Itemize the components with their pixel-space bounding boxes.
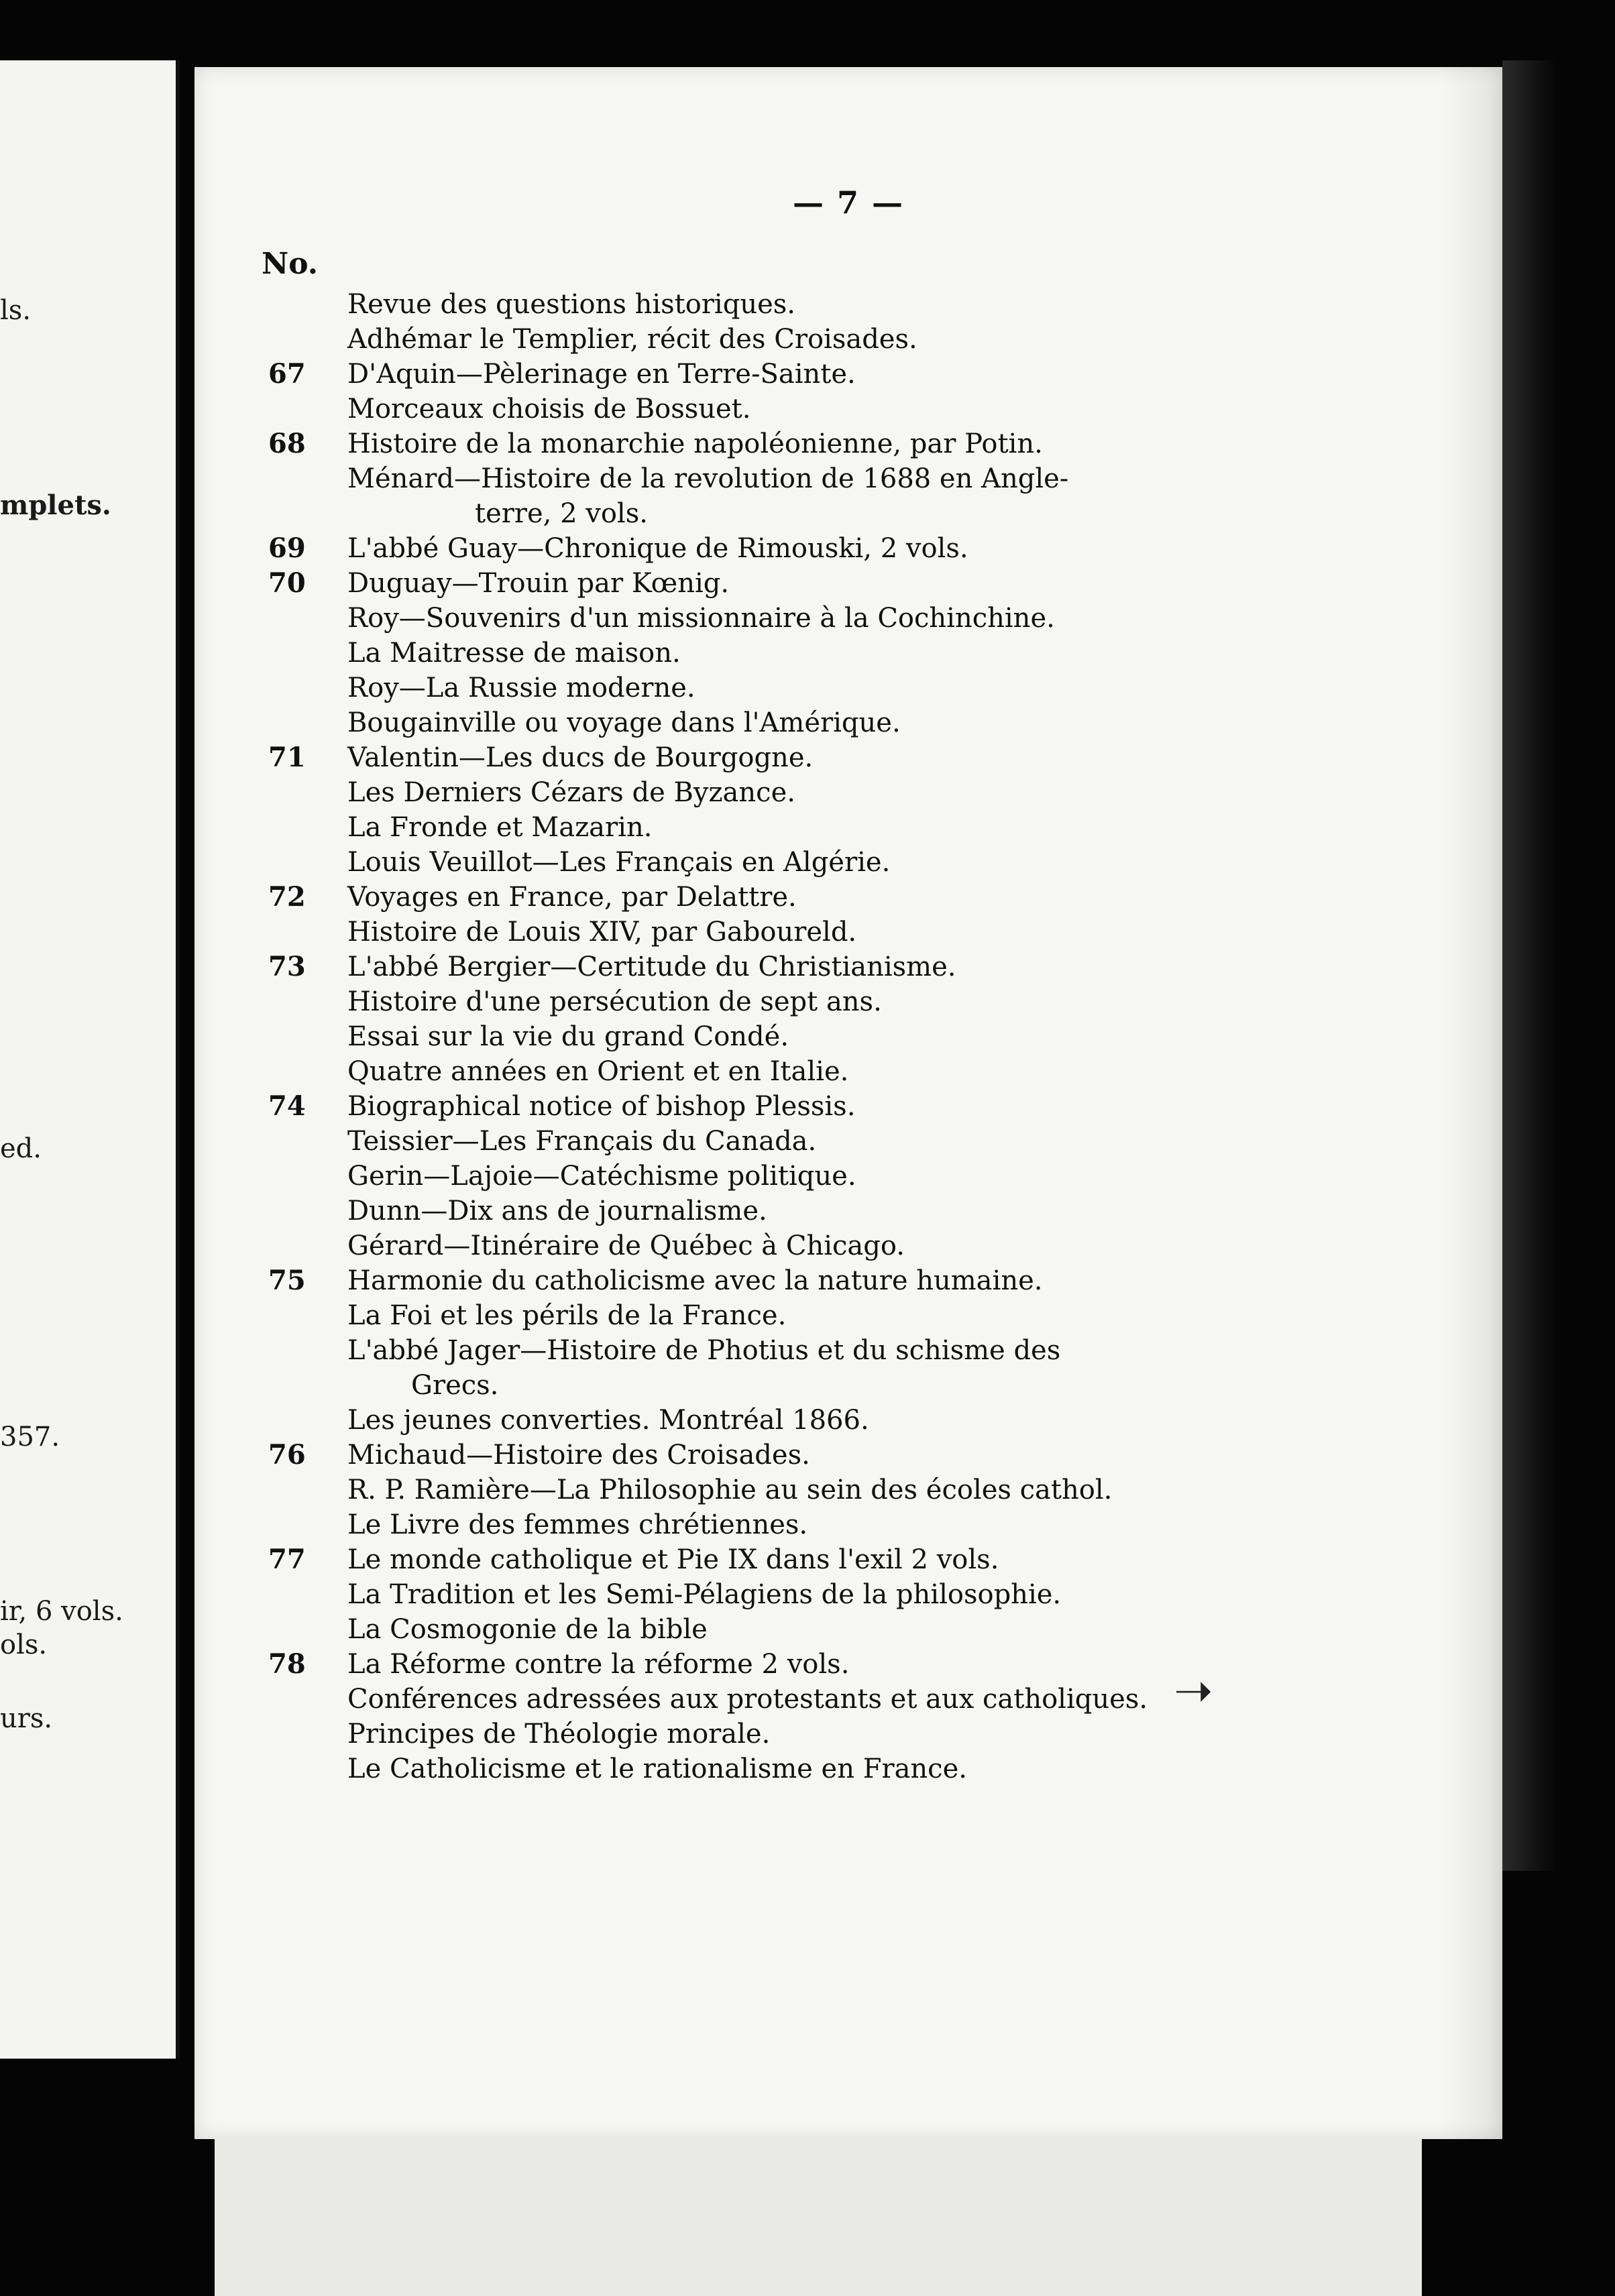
left-page-text: urs. bbox=[0, 1703, 53, 1734]
entry-title-text: Les Derniers Cézars de Byzance. bbox=[347, 777, 795, 808]
underlying-page-strip bbox=[215, 2112, 1422, 2296]
entry-title bbox=[347, 1054, 1394, 1089]
entry-number: 76 bbox=[268, 1439, 306, 1471]
entry-title bbox=[347, 1333, 1394, 1403]
entry-title bbox=[347, 1438, 1394, 1473]
entry-title-continuation: terre, 2 vols. bbox=[475, 498, 648, 529]
entry-title bbox=[347, 357, 1394, 392]
entry-number: 75 bbox=[268, 1265, 306, 1296]
left-page-text: ir, 6 vols. bbox=[0, 1596, 123, 1627]
entry-title-text: La Foi et les périls de la France. bbox=[347, 1300, 787, 1331]
entry-number: 77 bbox=[268, 1544, 306, 1575]
entry-title-text: Louis Veuillot—Les Français en Algérie. bbox=[347, 847, 891, 878]
entry-title-text: Gerin—Lajoie—Catéchisme politique. bbox=[347, 1161, 856, 1192]
entry-title bbox=[347, 1228, 1394, 1263]
entry-title-text: Revue des questions historiques. bbox=[347, 289, 796, 320]
entry-title bbox=[347, 1473, 1394, 1507]
entry-title bbox=[347, 671, 1394, 705]
catalogue-entry bbox=[194, 636, 1502, 671]
entry-title bbox=[347, 1612, 1394, 1647]
left-page-text: mplets. bbox=[0, 490, 111, 521]
entry-title bbox=[347, 1298, 1394, 1333]
catalogue-entry bbox=[194, 1647, 1502, 1682]
entry-title-text: Duguay—Trouin par Kœnig. bbox=[347, 568, 730, 599]
catalogue-entry bbox=[194, 880, 1502, 915]
catalogue-entry bbox=[194, 1333, 1502, 1403]
entry-title-text: Essai sur la vie du grand Condé. bbox=[347, 1021, 789, 1052]
entry-title bbox=[347, 950, 1394, 984]
handwritten-arrow-mark: ➝ bbox=[1174, 1663, 1213, 1718]
catalogue-entry bbox=[194, 601, 1502, 636]
entry-title bbox=[347, 1089, 1394, 1124]
entry-title-text: Michaud—Histoire des Croisades. bbox=[347, 1440, 810, 1471]
catalogue-entry bbox=[194, 845, 1502, 880]
entry-title bbox=[347, 915, 1394, 950]
catalogue-entry bbox=[194, 1019, 1502, 1054]
left-page-fragment bbox=[0, 60, 180, 2059]
entry-title-continuation: Grecs. bbox=[411, 1370, 499, 1401]
entry-title bbox=[347, 810, 1394, 845]
entry-title bbox=[347, 775, 1394, 810]
entry-title-text: Biographical notice of bishop Plessis. bbox=[347, 1091, 856, 1122]
entry-title bbox=[347, 740, 1394, 775]
catalogue-entry bbox=[194, 915, 1502, 950]
entry-title-text: Morceaux choisis de Bossuet. bbox=[347, 394, 751, 424]
entry-number: 71 bbox=[268, 742, 306, 773]
catalogue-entry bbox=[194, 1717, 1502, 1752]
entry-title-text: Roy—Souvenirs d'un missionnaire à la Cochinchine. bbox=[347, 603, 1055, 634]
entry-title-text: Dunn—Dix ans de journalisme. bbox=[347, 1196, 767, 1226]
entry-number: 70 bbox=[268, 567, 306, 599]
entry-title-text: Histoire d'une persécution de sept ans. bbox=[347, 986, 882, 1017]
catalogue-entry bbox=[194, 671, 1502, 705]
entry-title-text: Conférences adressées aux protestants et aux catholiques. bbox=[347, 1684, 1148, 1715]
entry-title-text: L'abbé Bergier—Certitude du Christianisme. bbox=[347, 952, 956, 982]
entry-title bbox=[347, 392, 1394, 426]
catalogue-entry bbox=[194, 1507, 1502, 1542]
catalogue-entry bbox=[194, 426, 1502, 461]
entry-title-text: Histoire de la monarchie napoléonienne, par Potin. bbox=[347, 428, 1043, 459]
catalogue-entry bbox=[194, 1577, 1502, 1612]
entry-title bbox=[347, 1542, 1394, 1577]
column-header-no: No. bbox=[262, 247, 319, 281]
entry-title bbox=[347, 566, 1394, 601]
entry-title-text: La Fronde et Mazarin. bbox=[347, 812, 653, 843]
entry-title bbox=[347, 845, 1394, 880]
left-page-text: ls. bbox=[0, 295, 32, 326]
catalogue-entry bbox=[194, 461, 1502, 531]
catalogue-entry bbox=[194, 1298, 1502, 1333]
entry-title-text: L'abbé Jager—Histoire de Photius et du schisme des bbox=[347, 1335, 1061, 1366]
entry-title bbox=[347, 1403, 1394, 1438]
catalogue-entry bbox=[194, 1054, 1502, 1089]
entry-title-text: L'abbé Guay—Chronique de Rimouski, 2 vols. bbox=[347, 533, 968, 564]
entry-title bbox=[347, 426, 1394, 461]
page-edge-shadow bbox=[1502, 60, 1556, 1871]
entry-title-text: Ménard—Histoire de la revolution de 1688 en Angle- bbox=[347, 463, 1069, 494]
entry-title-text: Adhémar le Templier, récit des Croisades. bbox=[347, 324, 917, 355]
entry-title bbox=[347, 1752, 1394, 1786]
catalogue-entry bbox=[194, 1089, 1502, 1124]
catalogue-entry bbox=[194, 1124, 1502, 1159]
entry-title bbox=[347, 705, 1394, 740]
catalogue-entry bbox=[194, 1159, 1502, 1194]
entry-title-text: La Réforme contre la réforme 2 vols. bbox=[347, 1649, 850, 1680]
catalogue-entry bbox=[194, 357, 1502, 392]
catalogue-entry bbox=[194, 1263, 1502, 1298]
entry-title bbox=[347, 461, 1394, 531]
entry-title bbox=[347, 1717, 1394, 1752]
entry-number: 67 bbox=[268, 358, 306, 390]
entry-title bbox=[347, 1124, 1394, 1159]
catalogue-entry bbox=[194, 1403, 1502, 1438]
entry-title-text: Le Catholicisme et le rationalisme en France. bbox=[347, 1754, 967, 1784]
catalogue-entry bbox=[194, 984, 1502, 1019]
entry-title-text: La Cosmogonie de la bible bbox=[347, 1614, 708, 1645]
entry-title-text: La Maitresse de maison. bbox=[347, 638, 681, 669]
entry-title bbox=[347, 1263, 1394, 1298]
catalogue-entry bbox=[194, 740, 1502, 775]
entry-title bbox=[347, 531, 1394, 566]
left-page-text: ols. bbox=[0, 1629, 48, 1660]
catalogue-entry bbox=[194, 322, 1502, 357]
catalogue-entry bbox=[194, 287, 1502, 322]
entry-title bbox=[347, 984, 1394, 1019]
catalogue-entry bbox=[194, 1473, 1502, 1507]
catalogue-entry bbox=[194, 1542, 1502, 1577]
catalogue-entry bbox=[194, 1228, 1502, 1263]
entry-number: 73 bbox=[268, 951, 306, 982]
catalogue-entry bbox=[194, 950, 1502, 984]
entry-title bbox=[347, 1577, 1394, 1612]
entry-title bbox=[347, 1682, 1394, 1717]
page-number: — 7 — bbox=[792, 184, 905, 221]
entry-title-text: La Tradition et les Semi-Pélagiens de la philosophie. bbox=[347, 1579, 1062, 1610]
entry-title-text: Les jeunes converties. Montréal 1866. bbox=[347, 1405, 869, 1436]
catalogue-entry bbox=[194, 566, 1502, 601]
entry-title bbox=[347, 322, 1394, 357]
entry-title bbox=[347, 636, 1394, 671]
entry-title-text: Principes de Théologie morale. bbox=[347, 1719, 771, 1749]
entry-title bbox=[347, 1507, 1394, 1542]
entry-title bbox=[347, 880, 1394, 915]
entry-title-text: Bougainville ou voyage dans l'Amérique. bbox=[347, 707, 901, 738]
entry-title-text: Roy—La Russie moderne. bbox=[347, 673, 695, 703]
entry-title-text: R. P. Ramière—La Philosophie au sein des écoles cathol. bbox=[347, 1475, 1113, 1505]
catalogue-entry bbox=[194, 1752, 1502, 1786]
entry-number: 78 bbox=[268, 1648, 306, 1680]
catalogue-entry bbox=[194, 1194, 1502, 1228]
entry-title-text: Quatre années en Orient et en Italie. bbox=[347, 1056, 849, 1087]
entry-title-text: Histoire de Louis XIV, par Gaboureld. bbox=[347, 917, 857, 948]
left-page-text: 357. bbox=[0, 1422, 60, 1452]
entry-title-text: Voyages en France, par Delattre. bbox=[347, 882, 797, 913]
entry-title-text: Le monde catholique et Pie IX dans l'exil 2 vols. bbox=[347, 1544, 999, 1575]
entry-title-text: Valentin—Les ducs de Bourgogne. bbox=[347, 742, 814, 773]
catalogue-entry bbox=[194, 775, 1502, 810]
entry-title bbox=[347, 287, 1394, 322]
entry-title-text: Le Livre des femmes chrétiennes. bbox=[347, 1509, 808, 1540]
catalogue-entry bbox=[194, 1438, 1502, 1473]
catalogue-entry bbox=[194, 531, 1502, 566]
catalogue-entry bbox=[194, 705, 1502, 740]
entry-number: 69 bbox=[268, 532, 306, 564]
catalogue-entry bbox=[194, 392, 1502, 426]
catalogue-entry bbox=[194, 1682, 1502, 1717]
document-page bbox=[194, 67, 1502, 2139]
entry-title bbox=[347, 601, 1394, 636]
entry-title bbox=[347, 1019, 1394, 1054]
entry-number: 72 bbox=[268, 881, 306, 913]
entry-title-text: Gérard—Itinéraire de Québec à Chicago. bbox=[347, 1230, 905, 1261]
entry-number: 74 bbox=[268, 1090, 306, 1122]
entry-title-text: Harmonie du catholicisme avec la nature humaine. bbox=[347, 1265, 1043, 1296]
left-page-text: ed. bbox=[0, 1133, 42, 1164]
entry-title-text: D'Aquin—Pèlerinage en Terre-Sainte. bbox=[347, 359, 856, 390]
entry-title bbox=[347, 1194, 1394, 1228]
catalogue-entry bbox=[194, 1612, 1502, 1647]
entry-title bbox=[347, 1159, 1394, 1194]
entry-title bbox=[347, 1647, 1394, 1682]
catalogue-list bbox=[194, 287, 1502, 1786]
entry-title-text: Teissier—Les Français du Canada. bbox=[347, 1126, 817, 1157]
catalogue-entry bbox=[194, 810, 1502, 845]
entry-number: 68 bbox=[268, 428, 306, 459]
